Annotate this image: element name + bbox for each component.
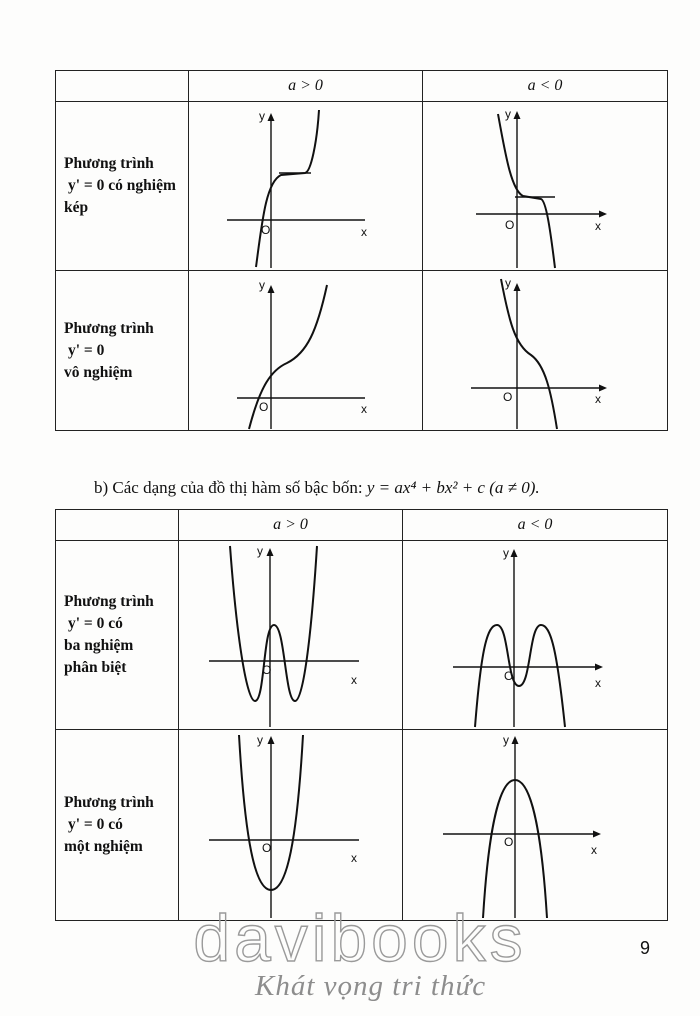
row-label-double-root: Phương trình y' = 0 có nghiệm kép bbox=[56, 102, 189, 271]
caption-prefix: b) Các dạng của đồ thị hàm số bậc bốn: bbox=[94, 478, 363, 497]
origin-label: O bbox=[262, 663, 272, 677]
quartic-graph-table bbox=[55, 509, 668, 921]
x-axis-label: x bbox=[595, 219, 601, 233]
row-label-no-root: Phương trình y' = 0 vô nghiệm bbox=[56, 271, 189, 431]
cubic-double-root-a-pos-graph bbox=[189, 102, 423, 270]
y-axis-label: y bbox=[259, 109, 265, 123]
graph-cell-quartic-one-root-a-neg bbox=[403, 730, 668, 921]
graph-cell-quartic-one-root-a-pos bbox=[179, 730, 403, 921]
origin-label: O bbox=[259, 400, 269, 414]
x-axis-label: x bbox=[361, 225, 367, 239]
y-axis-label: y bbox=[505, 107, 511, 121]
y-axis-label: y bbox=[503, 733, 509, 747]
y-axis-label: y bbox=[259, 278, 265, 292]
quartic-three-roots-a-pos-graph bbox=[179, 541, 403, 729]
page-number: 9 bbox=[640, 938, 651, 958]
y-axis-arrow-icon bbox=[511, 549, 518, 557]
row-label-three-roots: Phương trình y' = 0 có ba nghiệm phân biệt bbox=[56, 541, 179, 730]
cubic-graph-table bbox=[55, 70, 668, 431]
origin-label: O bbox=[262, 841, 272, 855]
header-a-positive: a > 0 bbox=[179, 510, 403, 541]
y-axis-label: y bbox=[257, 733, 263, 747]
cubic-no-root-a-neg-graph bbox=[423, 271, 668, 430]
quartic-one-root-a-neg-graph bbox=[403, 730, 668, 920]
watermark-brand: davibooks bbox=[193, 901, 527, 975]
x-axis-label: x bbox=[361, 402, 367, 416]
quartic-curve bbox=[230, 546, 317, 701]
cubic-curve bbox=[256, 110, 319, 267]
cubic-no-root-a-pos-graph bbox=[189, 271, 423, 430]
x-axis-arrow-icon bbox=[599, 385, 607, 392]
header-a-negative: a < 0 bbox=[423, 71, 668, 102]
y-axis-arrow-icon bbox=[514, 111, 521, 119]
graph-cell-cubic-no-root-a-neg bbox=[423, 271, 668, 431]
x-axis-label: x bbox=[591, 843, 597, 857]
origin-label: O bbox=[504, 669, 514, 683]
graph-cell-quartic-three-roots-a-pos bbox=[179, 541, 403, 730]
origin-label: O bbox=[504, 835, 514, 849]
cubic-double-root-a-neg-graph bbox=[423, 102, 668, 270]
row-label-one-root: Phương trình y' = 0 có một nghiệm bbox=[56, 730, 179, 921]
x-axis-arrow-icon bbox=[599, 211, 607, 218]
origin-label: O bbox=[261, 223, 271, 237]
watermark-slogan: Khát vọng tri thức bbox=[255, 970, 487, 1002]
origin-label: O bbox=[503, 390, 513, 404]
y-axis-arrow-icon bbox=[268, 285, 275, 293]
x-axis-label: x bbox=[595, 676, 601, 690]
graph-cell-quartic-three-roots-a-neg bbox=[403, 541, 668, 730]
y-axis-label: y bbox=[505, 276, 511, 290]
quartic-one-root-a-pos-graph bbox=[179, 730, 403, 920]
graph-cell-cubic-no-root-a-pos bbox=[189, 271, 423, 431]
x-axis-label: x bbox=[351, 851, 357, 865]
y-axis-arrow-icon bbox=[268, 736, 275, 744]
y-axis-arrow-icon bbox=[268, 113, 275, 121]
x-axis-arrow-icon bbox=[595, 664, 603, 671]
header-a-negative: a < 0 bbox=[403, 510, 668, 541]
y-axis-arrow-icon bbox=[267, 548, 274, 556]
x-axis-label: x bbox=[351, 673, 357, 687]
corner-cell bbox=[56, 510, 179, 541]
y-axis-label: y bbox=[257, 544, 263, 558]
origin-label: O bbox=[505, 218, 515, 232]
graph-cell-cubic-double-root-a-neg bbox=[423, 102, 668, 271]
graph-cell-cubic-double-root-a-pos bbox=[189, 102, 423, 271]
cubic-curve bbox=[498, 114, 555, 268]
quartic-caption bbox=[94, 478, 540, 498]
caption-equation: y = ax⁴ + bx² + c (a ≠ 0). bbox=[366, 478, 540, 497]
quartic-three-roots-a-neg-graph bbox=[403, 541, 668, 729]
corner-cell bbox=[56, 71, 189, 102]
y-axis-arrow-icon bbox=[512, 736, 519, 744]
x-axis-label: x bbox=[595, 392, 601, 406]
header-a-positive: a > 0 bbox=[189, 71, 423, 102]
y-axis-arrow-icon bbox=[514, 283, 521, 291]
x-axis-arrow-icon bbox=[593, 831, 601, 838]
y-axis-label: y bbox=[503, 546, 509, 560]
cubic-curve bbox=[501, 279, 557, 429]
quartic-curve bbox=[475, 625, 565, 727]
